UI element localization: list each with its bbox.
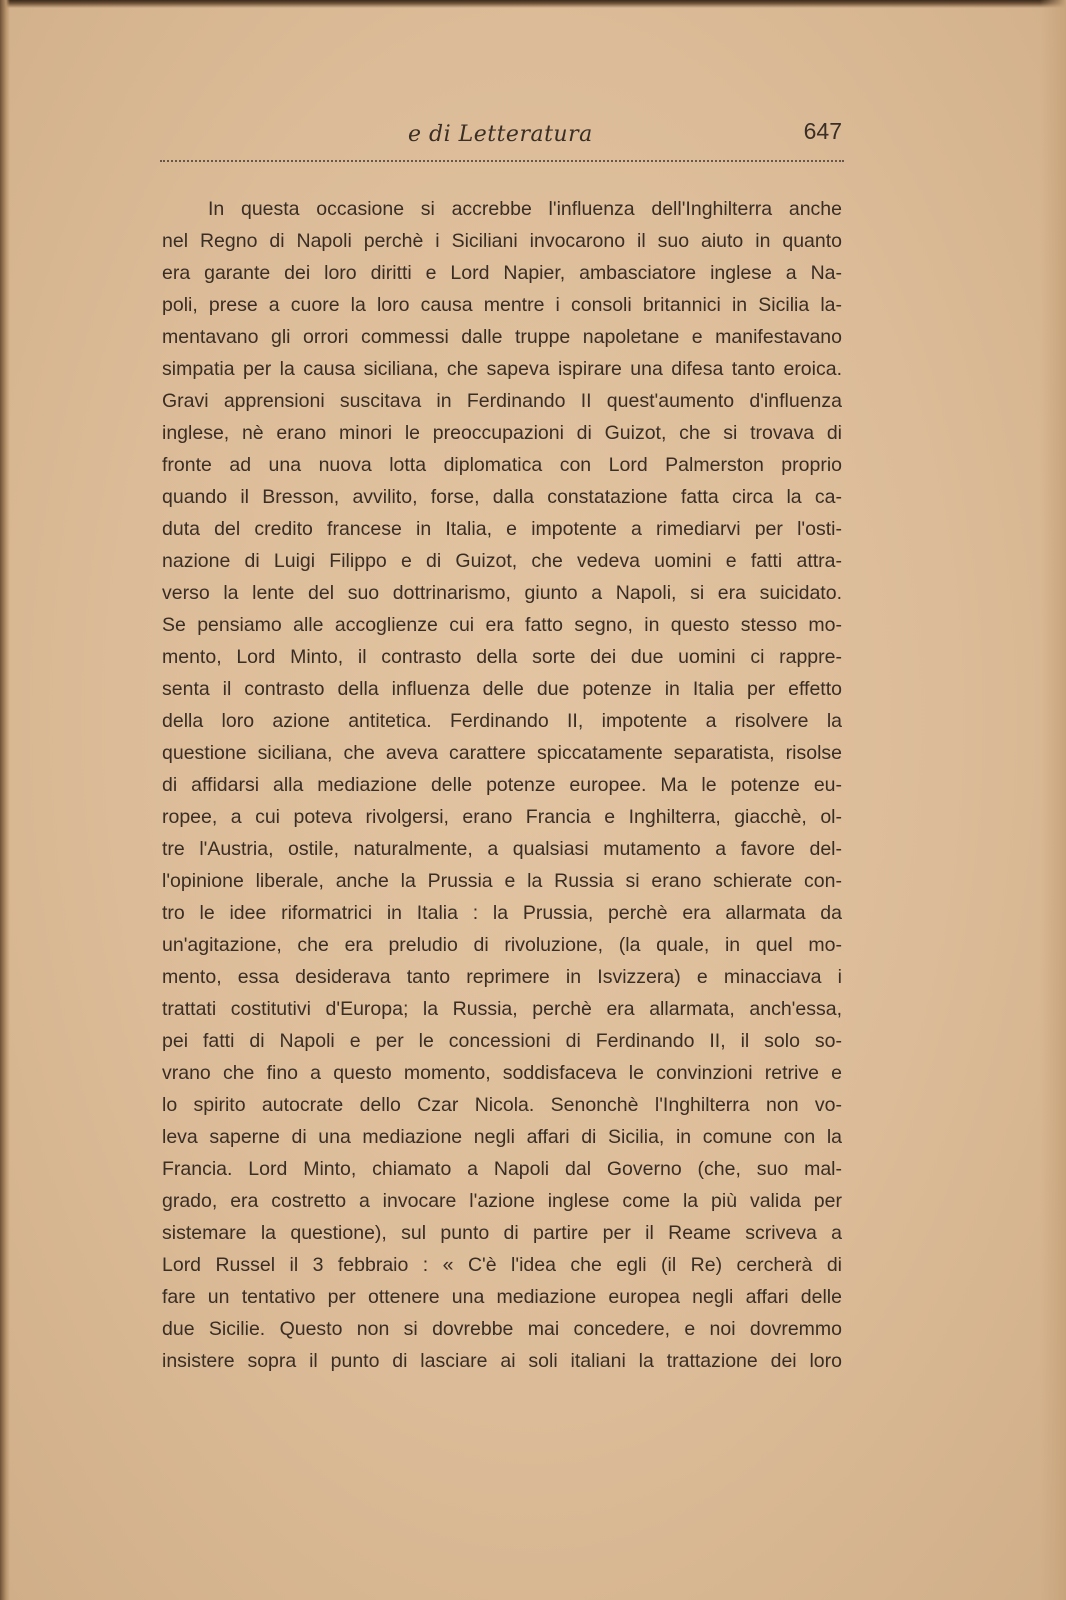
text-line: di affidarsi alla mediazione delle potenze europee. Ma le potenze eu- <box>162 774 842 796</box>
left-binding-edge <box>0 0 10 1600</box>
body-text <box>162 193 842 1377</box>
text-line: pei fatti di Napoli e per le concessioni di Ferdinando II, il solo so- <box>162 1030 842 1052</box>
text-line: questione siciliana, che aveva carattere spiccatamente separatista, risolse <box>162 742 842 764</box>
text-line: tre l'Austria, ostile, naturalmente, a qualsiasi mutamento a favore del- <box>162 838 842 860</box>
text-line: vrano che fino a questo momento, soddisfaceva le convinzioni retrive e <box>162 1062 842 1084</box>
text-line: un'agitazione, che era preludio di rivoluzione, (la quale, in quel mo- <box>162 934 842 956</box>
text-line: poli, prese a cuore la loro causa mentre i consoli britannici in Sicilia la- <box>162 294 842 316</box>
text-line: verso la lente del suo dottrinarismo, giunto a Napoli, si era suicidato. <box>162 582 842 604</box>
text-line: Francia. Lord Minto, chiamato a Napoli dal Governo (che, suo mal- <box>162 1158 842 1180</box>
text-line: era garante dei loro diritti e Lord Napier, ambasciatore inglese a Na- <box>162 262 842 284</box>
page-number: 647 <box>803 118 842 144</box>
text-line: Se pensiamo alle accoglienze cui era fatto segno, in questo stesso mo- <box>162 614 842 636</box>
text-line: lo spirito autocrate dello Czar Nicola. Senonchè l'Inghilterra non vo- <box>162 1094 842 1116</box>
header-divider <box>160 160 844 162</box>
text-line: fronte ad una nuova lotta diplomatica con Lord Palmerston proprio <box>162 454 842 476</box>
text-line: ropee, a cui poteva rivolgersi, erano Francia e Inghilterra, giacchè, ol- <box>162 806 842 828</box>
text-line: simpatia per la causa siciliana, che sapeva ispirare una difesa tanto eroica. <box>162 358 842 380</box>
right-page-edge <box>1040 0 1066 1600</box>
text-line: della loro azione antitetica. Ferdinando II, impotente a risolvere la <box>162 710 842 732</box>
text-line: quando il Bresson, avvilito, forse, dalla constatazione fatta circa la ca- <box>162 486 842 508</box>
text-line: trattati costitutivi d'Europa; la Russia, perchè era allarmata, anch'essa, <box>162 998 842 1020</box>
text-line: mentavano gli orrori commessi dalle truppe napoletane e manifestavano <box>162 326 842 348</box>
page-header <box>162 116 842 152</box>
text-line: l'opinione liberale, anche la Prussia e la Russia si erano schierate con- <box>162 870 842 892</box>
text-line: mento, essa desiderava tanto reprimere in Isvizzera) e minacciava i <box>162 966 842 988</box>
text-line: leva saperne di una mediazione negli affari di Sicilia, in comune con la <box>162 1126 842 1148</box>
text-line: tro le idee riformatrici in Italia : la Prussia, perchè era allarmata da <box>162 902 842 924</box>
text-line: insistere sopra il punto di lasciare ai soli italiani la trattazione dei loro <box>162 1350 842 1372</box>
text-line: sistemare la questione), sul punto di partire per il Reame scriveva a <box>162 1222 842 1244</box>
text-line: nel Regno di Napoli perchè i Siciliani invocarono il suo aiuto in quanto <box>162 230 842 252</box>
text-line: grado, era costretto a invocare l'azione inglese come la più valida per <box>162 1190 842 1212</box>
text-line: fare un tentativo per ottenere una mediazione europea negli affari delle <box>162 1286 842 1308</box>
running-title: e di Letteratura <box>408 122 593 147</box>
text-line: nazione di Luigi Filippo e di Guizot, che vedeva uomini e fatti attra- <box>162 550 842 572</box>
text-line: Gravi apprensioni suscitava in Ferdinando II quest'aumento d'influenza <box>162 390 842 412</box>
top-edge-shadow <box>0 0 1066 8</box>
text-line: Lord Russel il 3 febbraio : « C'è l'idea che egli (il Re) cercherà di <box>162 1254 842 1276</box>
text-line: In questa occasione si accrebbe l'influenza dell'Inghilterra anche <box>208 198 842 220</box>
text-line: due Sicilie. Questo non si dovrebbe mai concedere, e noi dovremmo <box>162 1318 842 1340</box>
text-line: duta del credito francese in Italia, e impotente a rimediarvi per l'osti- <box>162 518 842 540</box>
text-line: senta il contrasto della influenza delle due potenze in Italia per effetto <box>162 678 842 700</box>
text-line: mento, Lord Minto, il contrasto della sorte dei due uomini ci rappre- <box>162 646 842 668</box>
text-line: inglese, nè erano minori le preoccupazioni di Guizot, che si trovava di <box>162 422 842 444</box>
